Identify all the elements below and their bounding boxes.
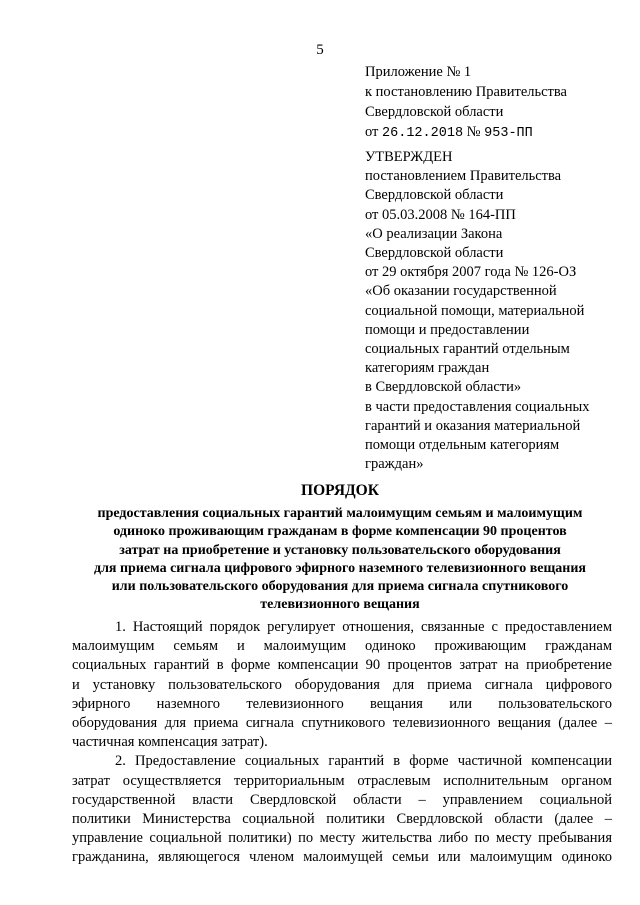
document-title-block xyxy=(60,481,620,615)
paragraph-1 xyxy=(72,618,612,752)
paragraph-line: эфирного наземного телевизионного вещания или пользовательского xyxy=(72,695,612,712)
subtitle-line: или пользовательского оборудования для приема сигнала спутникового xyxy=(111,579,569,595)
approval-line: от 05.03.2008 № 164-ПП xyxy=(365,206,516,223)
number-label: № xyxy=(466,124,481,140)
subtitle-line: одиноко проживающим гражданам в форме компенсации 90 процентов xyxy=(113,524,567,540)
paragraph-line: частичная компенсация затрат). xyxy=(72,734,268,751)
document-body xyxy=(72,618,612,868)
paragraph-line: политики Министерства социальной политики Свердловской области (далее – xyxy=(72,811,612,828)
approval-line: граждан» xyxy=(365,456,424,473)
resolution-date: 26.12.2018 xyxy=(382,126,464,141)
paragraph-line: управление социальной политики) по месту жительства либо по месту пребывания xyxy=(72,830,612,847)
annex-registration-line xyxy=(365,122,567,144)
approval-line: «О реализации Закона xyxy=(365,225,503,242)
approval-line: Свердловской области xyxy=(365,187,504,204)
subtitle-line: предоставления социальных гарантий малоимущим семьям и малоимущим xyxy=(97,506,583,521)
approval-line: гарантий и оказания материальной xyxy=(365,417,581,434)
approval-line: социальной помощи, материальной xyxy=(365,302,585,319)
subtitle-line: телевизионного вещания xyxy=(260,597,420,613)
paragraph-line: гражданина, являющегося членом малоимущей семьи или малоимущим одиноко xyxy=(72,849,612,866)
approval-line: Свердловской области xyxy=(365,245,504,262)
approval-block xyxy=(365,148,590,474)
document-title: ПОРЯДОК xyxy=(301,482,379,499)
approval-line: в Свердловской области» xyxy=(365,379,522,396)
approval-line: в части предоставления социальных xyxy=(365,398,590,415)
paragraph-line: и установку пользовательского оборудования для приема сигнала цифрового xyxy=(72,676,612,693)
paragraph-line: 2. Предоставление социальных гарантий в форме частичной компенсации xyxy=(115,753,612,770)
approval-line: социальных гарантий отдельным xyxy=(365,341,570,358)
approval-line: помощи и предоставлении xyxy=(365,321,530,338)
annex-block xyxy=(365,62,567,144)
paragraph-line: государственной власти Свердловской области – управлением социальной xyxy=(72,791,612,808)
subtitle-line: для приема сигнала цифрового эфирного наземного телевизионного вещания xyxy=(93,560,587,576)
paragraph-line: малоимущим семьям и малоимущим одиноко проживающим гражданам xyxy=(72,638,612,655)
paragraph-line: оборудования для приема сигнала спутникового телевизионного вещания (далее – xyxy=(72,715,612,732)
paragraph-line: затрат осуществляется территориальным отраслевым исполнительным органом xyxy=(72,772,612,789)
subtitle-line: затрат на приобретение и установку пользовательского оборудования xyxy=(119,542,561,558)
page-number: 5 xyxy=(316,42,324,58)
document-subtitle xyxy=(60,505,620,615)
annex-line: к постановлению Правительства xyxy=(365,84,567,100)
approval-line: «Об оказании государственной xyxy=(365,283,557,300)
paragraph-line: социальных гарантий в форме компенсации 90 процентов затрат на приобретение xyxy=(72,657,612,674)
approval-line: помощи отдельным категориям xyxy=(365,437,560,454)
annex-line: Свердловской области xyxy=(365,104,504,120)
approval-line: постановлением Правительства xyxy=(365,168,562,185)
resolution-number: 953-ПП xyxy=(484,126,533,141)
paragraph-2 xyxy=(72,752,612,867)
annex-title: Приложение № 1 xyxy=(365,64,472,80)
approval-heading: УТВЕРЖДЕН xyxy=(365,149,453,165)
paragraph-line: 1. Настоящий порядок регулирует отношения, связанные с предоставлением xyxy=(115,619,612,635)
approval-line: категориям граждан xyxy=(365,360,490,377)
approval-line: от 29 октября 2007 года № 126-ОЗ xyxy=(365,264,577,281)
from-label: от xyxy=(365,124,379,140)
